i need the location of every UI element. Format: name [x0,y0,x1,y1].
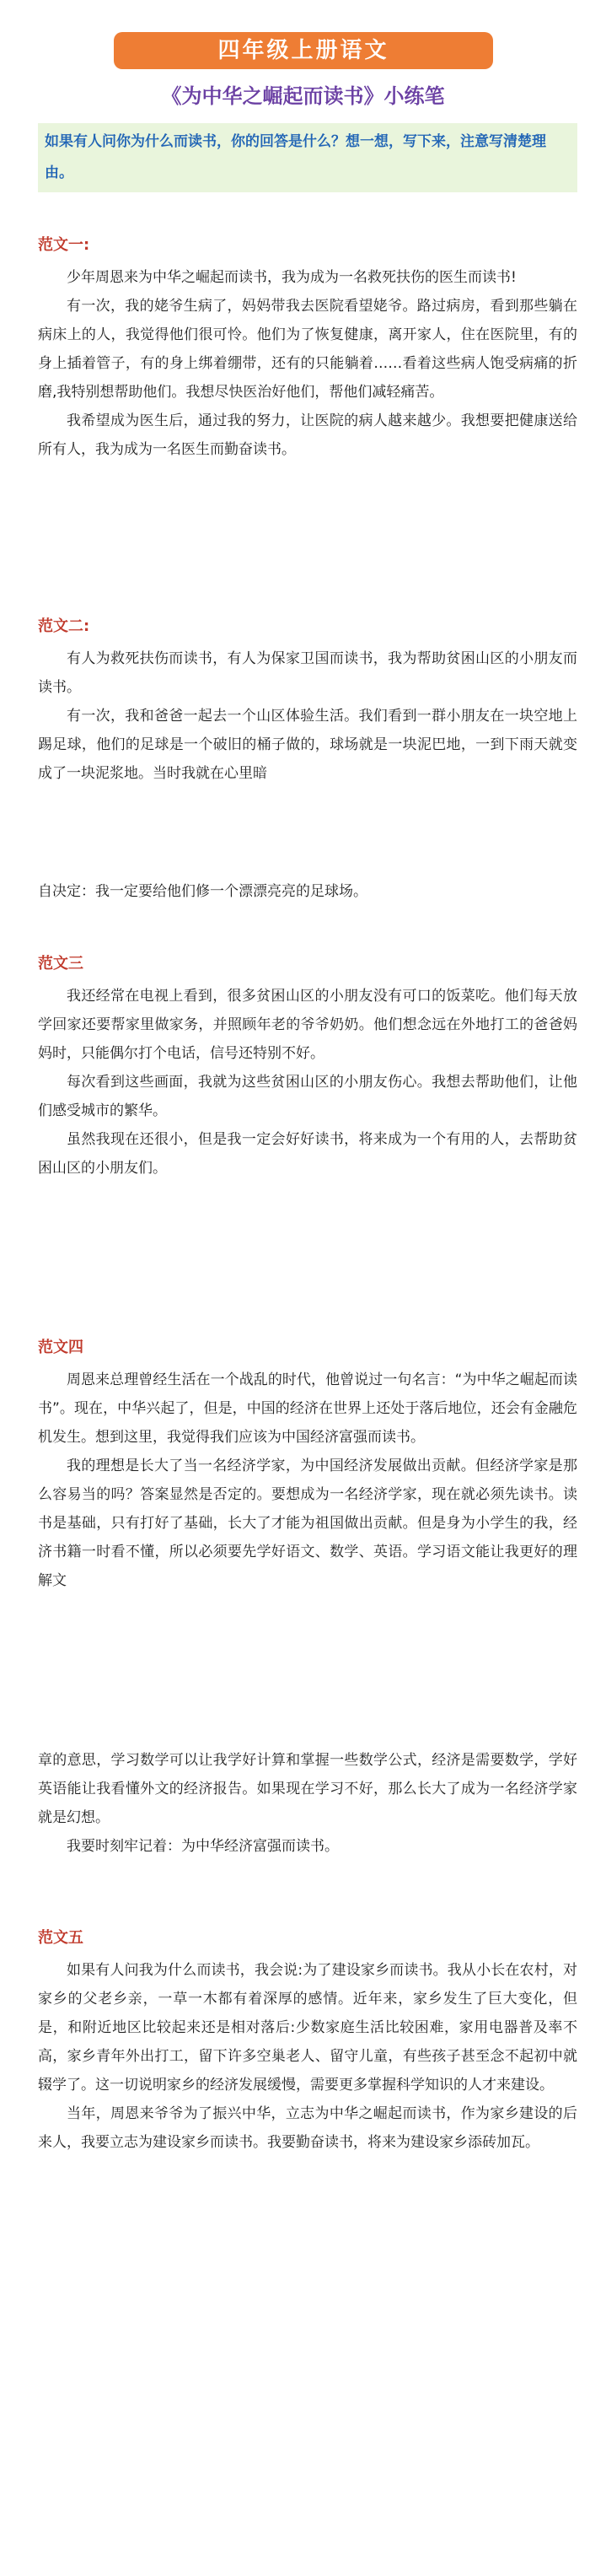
essay-1 [38,234,577,464]
essay-paragraph: 自决定：我一定要给他们修一个漂漂亮亮的足球场。 [38,883,367,900]
essay-heading: 范文三 [38,955,83,973]
grade-banner: 四年级上册语文 [114,32,493,69]
essay-paragraph: 我的理想是长大了当一名经济学家，为中国经济发展做出贡献。但经济学家是那么容易当的吗？答案显然是否定的。要想成为一名经济学家，现在就必须先读书。读书是基础，只有打好了基础，长大了才能为祖国做出贡献。但是身为小学生的我，经济书籍一时看不懂，所以必须要先学好语文、数学、英语。学习语文能让我更好的理解文 [38,1458,577,1589]
essay-heading: 范文五 [38,1929,83,1947]
essay-heading: 范文四 [38,1339,83,1356]
essay-2 [38,616,577,788]
essay-paragraph: 我还经常在电视上看到，很多贫困山区的小朋友没有可口的饭菜吃。他们每天放学回家还要帮家里做家务，并照顾年老的爷爷奶奶。他们想念远在外地打工的爸爸妈妈时，只能偶尔打个电话，信号还特别不好。 [38,988,577,1062]
essay-3 [38,953,577,1183]
essay-4-continued [38,1746,577,1861]
writing-prompt: 如果有人问你为什么而读书，你的回答是什么？想一想，写下来，注意写清楚理由。 [38,123,577,192]
essay-4 [38,1337,577,1595]
essay-heading: 范文一: [38,236,90,254]
essay-paragraph: 有一次，我的姥爷生病了，妈妈带我去医院看望姥爷。路过病房，看到那些躺在病床上的人，我觉得他们很可怜。他们为了恢复健康，离开家人，住在医院里，有的身上插着管子，有的身上绑着绷带，还有的只能躺着……看着这些病人饱受病痛的折磨,我特别想帮助他们。我想尽快医治好他们，帮他们减轻痛苦。 [38,298,577,401]
essay-2-continued [38,877,577,906]
essay-paragraph: 周恩来总理曾经生活在一个战乱的时代，他曾说过一句名言：“为中华之崛起而读书”。现在，中华兴起了，但是，中国的经济在世界上还处于落后地位，还会有金融危机发生。想到这里，我觉得我们应该为中国经济富强而读书。 [38,1372,577,1446]
essay-paragraph: 章的意思，学习数学可以让我学好计算和掌握一些数学公式，经济是需要数学，学好英语能让我看懂外文的经济报告。如果现在学习不好，那么长大了成为一名经济学家就是幻想。 [38,1752,577,1826]
page-title: 《为中华之崛起而读书》小练笔 [161,84,445,108]
essay-paragraph: 我要时刻牢记着：为中华经济富强而读书。 [67,1838,339,1855]
essay-paragraph: 每次看到这些画面，我就为这些贫困山区的小朋友伤心。我想去帮助他们，让他们感受城市的繁华。 [38,1074,577,1119]
essay-paragraph: 虽然我现在还很小，但是我一定会好好读书，将来成为一个有用的人，去帮助贫困山区的小朋友们。 [38,1131,577,1177]
essay-paragraph: 有一次，我和爸爸一起去一个山区体验生活。我们看到一群小朋友在一块空地上踢足球，他们的足球是一个破旧的桶子做的，球场就是一块泥巴地，一到下雨天就变成了一块泥浆地。当时我就在心里暗 [38,708,577,782]
essay-paragraph: 如果有人问我为什么而读书，我会说:为了建设家乡而读书。我从小长在农村，对家乡的父老乡亲，一草一木都有着深厚的感情。近年来，家乡发生了巨大变化，但是，和附近地区比较起来还是相对落后:少数家庭生活比较困难，家用电器普及率不高，家乡青年外出打工，留下许多空巢老人、留守儿童，有些孩子甚至念不起初中就辍学了。这一切说明家乡的经济发展缓慢，需要更多掌握科学知识的人才来建设。 [38,1962,577,2094]
essay-paragraph: 有人为救死扶伤而读书，有人为保家卫国而读书，我为帮助贫困山区的小朋友而读书。 [38,650,577,696]
essay-heading: 范文二: [38,617,90,635]
essay-5 [38,1927,577,2157]
essay-paragraph: 当年，周恩来爷爷为了振兴中华，立志为中华之崛起而读书，作为家乡建设的后来人，我要立志为建设家乡而读书。我要勤奋读书，将来为建设家乡添砖加瓦。 [38,2105,577,2151]
essay-paragraph: 少年周恩来为中华之崛起而读书，我为成为一名救死扶伤的医生而读书! [67,269,517,286]
essay-paragraph: 我希望成为医生后，通过我的努力，让医院的病人越来越少。我想要把健康送给所有人，我为成为一名医生而勤奋读书。 [38,412,577,458]
